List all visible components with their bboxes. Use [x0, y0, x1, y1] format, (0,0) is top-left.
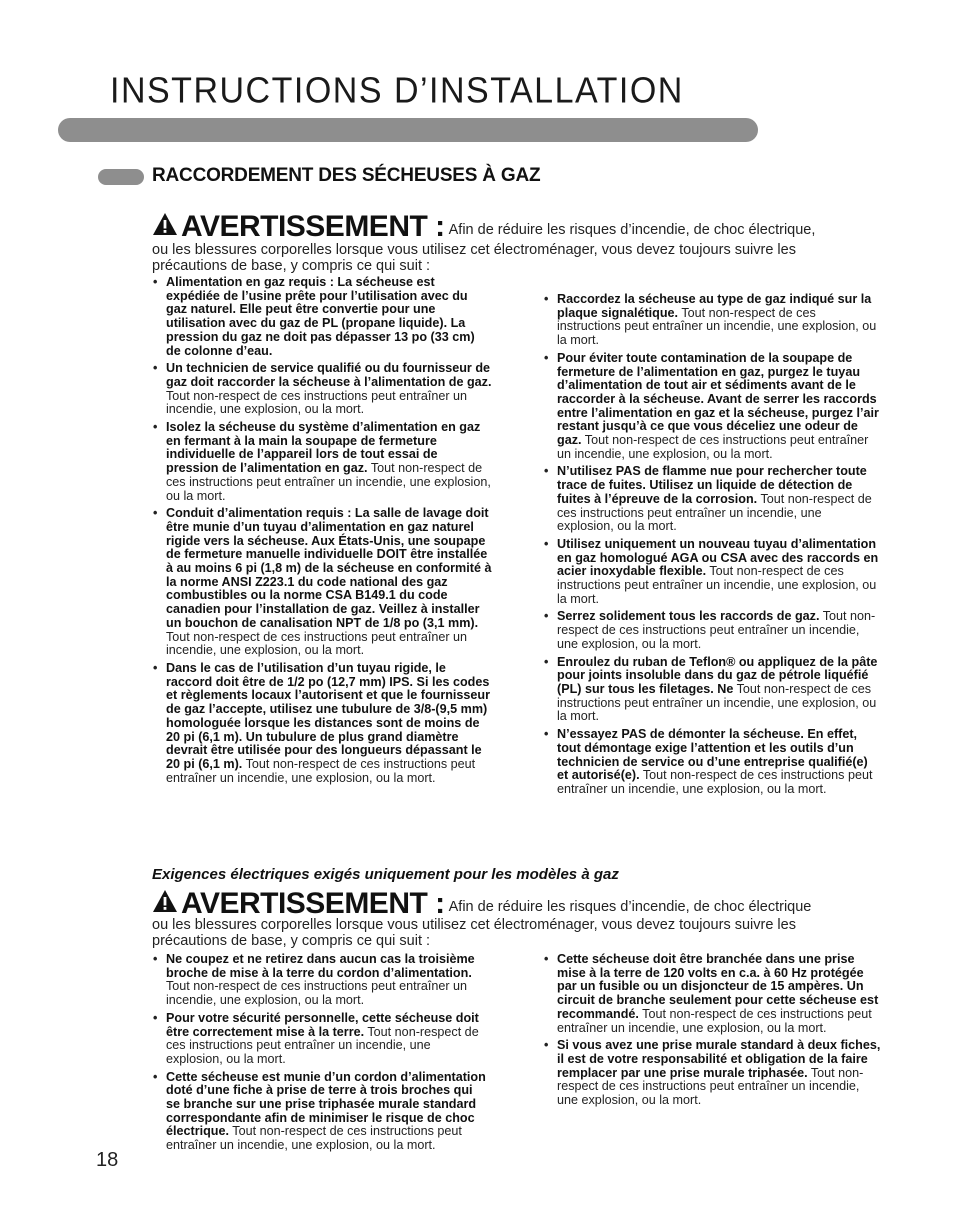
section-heading: RACCORDEMENT DES SÉCHEUSES À GAZ [152, 165, 541, 186]
list-item: • Si vous avez une prise murale standard à deux fiches, il est de votre responsabilité et obligation de la faire remplacer par une prise murale triphasée. Tout non-respect de ces instructions peut entraîner un incendie, une explosion, ou la mort. [544, 1038, 881, 1108]
section-pill [98, 169, 144, 185]
electrical-subheading: Exigences électriques exigés uniquement pour les modèles à gaz [152, 866, 619, 883]
warning-word: AVERTISSEMENT : [181, 210, 445, 243]
list-item: • Raccordez la sécheuse au type de gaz indiqué sur la plaque signalétique. Tout non-respect de ces instructions peut entraîner un incendie, une explosion, ou la mort. [544, 292, 877, 348]
list-item: • Enroulez du ruban de Teflon® ou appliquez de la pâte pour joints insoluble dans du gaz de pétrole liquéfié (PL) sur tous les filetages. Ne Tout non-respect de ces instructions peut entraîner un incendie, une explosion, ou la mort. [544, 654, 878, 724]
warning-line-1: Afin de réduire les risques d’incendie, de choc électrique [448, 899, 812, 915]
list-item: • Dans le cas de l’utilisation d’un tuyau rigide, le raccord doit être de 1/2 po (12,7 mm) IPS. Si les codes et règlements locaux l’autorisent et que le fournisseur de gaz l’accepte, utilisez une tubulure de 3/8-(9,5 mm) homologuée lorsque les distances sont de moins de 20 pi (6,1 m). Un tubulure de plus grand diamètre devrait être utilisée pour des longueurs dépassant le 20 pi (6,1 m). Tout non-respect de ces instructions peut entraîner un incendie, une explosion, ou la mort. [153, 660, 491, 785]
list-item: • Serrez solidement tous les raccords de gaz. Tout non-respect de ces instructions peut entraîner un incendie, une explosion, ou la mort. [544, 609, 876, 651]
page-number: 18 [96, 1149, 119, 1171]
warning-word: AVERTISSEMENT : [181, 887, 445, 920]
page-title: INSTRUCTIONS D’INSTALLATION [110, 71, 684, 111]
list-item: • Alimentation en gaz requis : La sécheuse est expédiée de l’usine prête pour l’utilisation avec du gaz naturel. Elle peut être convertie pour une utilisation avec du gaz de PL (propane liquide). La pression du gaz ne doit pas dépasser 13 po (33 cm) de colonne d’eau. [153, 275, 475, 358]
list-item: • Utilisez uniquement un nouveau tuyau d’alimentation en gaz homologué AGA ou CSA avec des raccords en acier inoxydable flexible. Tout non-respect de ces instructions peut entraîner un incendie, une explosion, ou la mort. [544, 536, 879, 606]
warning-line-1: Afin de réduire les risques d’incendie, de choc électrique, [448, 222, 816, 238]
list-item: • N’utilisez PAS de flamme nue pour rechercher toute trace de fuites. Utilisez un liquide de détection de fuites à l’épreuve de la corrosion. Tout non-respect de ces instructions peut entraîner un incendie, une explosion, ou la mort. [544, 464, 872, 534]
warning-2-left-column [152, 953, 486, 1157]
warning-1-line-2: ou les blessures corporelles lorsque vous utilisez cet électroménager, vous devez toujours suivre les [152, 242, 796, 258]
warning-1-left-column [152, 276, 492, 789]
list-item: • N’essayez PAS de démonter la sécheuse. En effet, tout démontage exige l’attention et les outils d’un technicien de service ou d’une entreprise qualifié(e) et autorisé(e). Tout non-respect de ces instructions peut entraîner un incendie, une explosion, ou la mort. [544, 727, 873, 796]
warning-1-right-column [543, 293, 879, 801]
list-item: • Cette sécheuse doit être branchée dans une prise mise à la terre de 120 volts en c.a. à 60 Hz protégée par un fusible ou un disjoncteur de 15 ampères. Un circuit de branche seulement pour cette sécheuse est recommandé. Tout non-respect de ces instructions peut entraîner un incendie, une explosion, ou la mort. [544, 952, 879, 1035]
list-item: • Isolez la sécheuse du système d’alimentation en gaz en fermant à la main la soupape de fermeture individuelle de l’appareil lors de tout essai de pression de l’alimentation en gaz. Tout non-respect de ces instructions peut entraîner un incendie, une explosion, ou la mort. [153, 420, 491, 503]
warning-2-header [152, 887, 812, 920]
list-item: • Pour éviter toute contamination de la soupape de fermeture de l’alimentation en gaz, purgez le tuyau d’alimentation de tout air et sédiments avant de le raccorder à la sécheuse. Avant de serrer les raccords entre l’alimentation en gaz et la sécheuse, purgez l’air restant jusqu’à ce que vous déceliez une odeur de gaz. Tout non-respect de ces instructions peut entraîner un incendie, une explosion, ou la mort. [544, 350, 879, 461]
warning-2-right-column [543, 953, 883, 1112]
list-item: • Cette sécheuse est munie d’un cordon d’alimentation doté d’une fiche à prise de terre à trois broches qui se branche sur une prise triphasée murale standard correspondante afin de minimiser le risque de choc électrique. Tout non-respect de ces instructions peut entraîner un incendie, une explosion, ou la mort. [153, 1069, 486, 1153]
warning-icon [152, 889, 178, 917]
warning-1-header [152, 210, 816, 243]
warning-2-line-3: précautions de base, y compris ce qui suit : [152, 933, 431, 949]
warning-1-line-3: précautions de base, y compris ce qui suit : [152, 258, 431, 274]
list-item: • Ne coupez et ne retirez dans aucun cas la troisième broche de mise à la terre du cordon d’alimentation. Tout non-respect de ces instructions peut entraîner un incendie, une explosion, ou la mort. [153, 952, 475, 1008]
list-item: • Conduit d’alimentation requis : La salle de lavage doit être munie d’un tuyau d’alimentation en gaz naturel rigide vers la sécheuse. Aux États-Unis, une soupape de fermeture manuelle individuelle DOIT être installée à au moins 6 pi (1,8 m) de la sécheuse en conformité à la norme ANSI Z223.1 du code national des gaz combustibles ou la norme CSA B149.1 du code canadien pour l’installation de gaz. Veillez à installer un bouchon de canalisation NPT de 1/8 po (3,1 mm). Tout non-respect de ces instructions peut entraîner un incendie, une explosion, ou la mort. [153, 506, 492, 658]
list-item: • Pour votre sécurité personnelle, cette sécheuse doit être correctement mise à la terre. Tout non-respect de ces instructions peut entraîner un incendie, une explosion, ou la mort. [153, 1010, 479, 1066]
warning-2-line-2: ou les blessures corporelles lorsque vous utilisez cet électroménager, vous devez toujours suivre les [152, 917, 796, 933]
warning-icon [152, 212, 178, 240]
list-item: • Un technicien de service qualifié ou du fournisseur de gaz doit raccorder la sécheuse à l’alimentation de gaz. Tout non-respect de ces instructions peut entraîner un incendie, une explosion, ou la mort. [153, 361, 492, 417]
title-bar [58, 118, 758, 142]
